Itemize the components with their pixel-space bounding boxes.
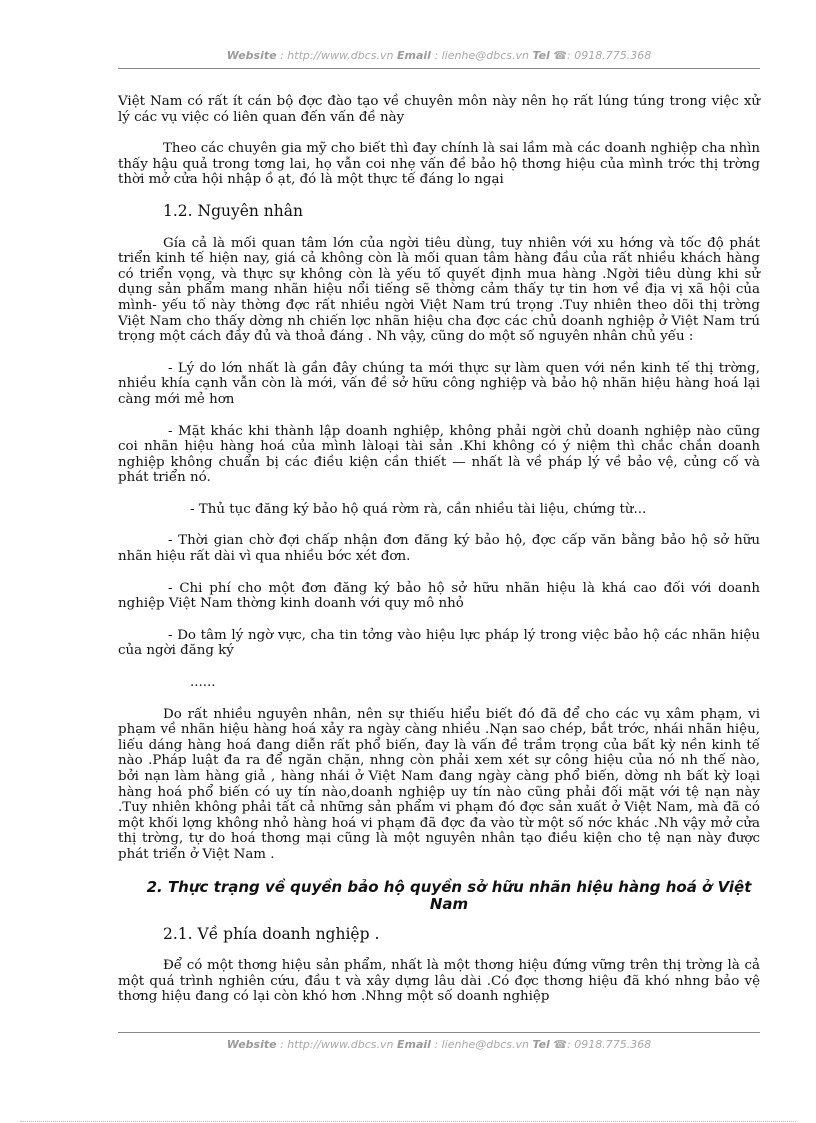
tel-value: : 0918.775.368 <box>567 49 652 62</box>
paragraph-2: Theo các chuyên gia mỹ cho biết thì đay chính là sai lầm mà các doanh nghiệp cha nhìn thấy hậu quả trong tơng lai, họ vẫn coi nhẹ vấn đề bảo hộ thơng hiệu của mình trớc thị trờng thời mở cửa hội nhập ồ ạt, đó là một thực tế đáng lo ngại <box>118 141 760 188</box>
website-label: Website <box>226 49 277 62</box>
document-body <box>118 94 760 1021</box>
bullet-3: - Thủ tục đăng ký bảo hộ quá rờm rà, cần nhiều tài liệu, chứng từ... <box>190 501 647 517</box>
footer-tel-label: Tel <box>532 1038 550 1051</box>
paragraph-1: Việt Nam có rất ít cán bộ đợc đào tạo về chuyên môn này nên họ rất lúng túng trong việc xử lý các vụ việc có liên quan đến vấn đề này <box>118 94 760 125</box>
bullet-6: - Do tâm lý ngờ vực, cha tin tởng vào hiệu lực pháp lý trong việc bảo hộ các nhãn hiệu của ngời đăng ký <box>118 627 760 659</box>
page-footer <box>118 1038 760 1051</box>
email-value: : lienhe@dbcs.vn <box>434 49 529 62</box>
heading-2-1: 2.1. Về phía doanh nghiệp . <box>163 924 380 943</box>
footer-phone-icon: ☎ <box>553 1038 568 1051</box>
bullet-2: - Mặt khác khi thành lập doanh nghiệp, không phải ngời chủ doanh nghiệp nào cũng coi nhãn hiệu hàng hoá của mình làloại tài sản .Khi không có ý niệm thì chắc chắn doanh nghiệp không chuẩn bị các điều kiện cần thiết — nhất là về pháp lý về bảo vệ, củng cố và phát triển nó. <box>118 423 760 486</box>
paragraph-5: Để có một thơng hiệu sản phẩm, nhất là một thơng hiệu đứng vững trên thị trờng là cả một quá trình nghiên cứu, đầu t và xây dựng lâu dài .Có đợc thơng hiệu đã khó nhng bảo vệ thơng hiệu đang có lại còn khó hơn .Nhng một số doanh nghiệp <box>118 958 760 1005</box>
phone-icon: ☎ <box>553 49 568 62</box>
footer-email-value: : lienhe@dbcs.vn <box>434 1038 529 1051</box>
bullet-1: - Lý do lớn nhất là gần đây chúng ta mới thực sự làm quen với nền kinh tế thị trờng, nhiều khía cạnh vẫn còn là mới, vấn đề sở hữu công nghiệp và bảo hộ nhãn hiệu hàng hoá lại càng mới mẻ hơn <box>118 360 760 407</box>
page-bottom-border <box>20 1121 796 1122</box>
header-rule <box>118 68 760 69</box>
footer-email-label: Email <box>397 1038 431 1051</box>
tel-label: Tel <box>532 49 550 62</box>
footer-tel-value: : 0918.775.368 <box>567 1038 652 1051</box>
website-value: : http://www.dbcs.vn <box>280 49 394 62</box>
email-label: Email <box>397 49 431 62</box>
paragraph-3: Gía cả là mối quan tâm lớn của ngời tiêu dùng, tuy nhiên với xu hớng và tốc độ phát triển kinh tế hiện nay, giá cả không còn là mối quan tâm hàng đầu của rất nhiều khách hàng có triển vọng, và thực sự không còn là yếu tố quyết định mua hàng .Ngời tiêu dùng khi sử dụng sản phẩm mang nhãn hiệu nổi tiếng sẽ thờng cảm thấy tự tin hơn về địa vị xã hội của mình- yếu tố này thờng đợc rất nhiều ngời Việt Nam trú trọng .Tuy nhiên theo dõi thị trờng Việt Nam cho thấy dờng nh chiến lợc nhãn hiệu cha đợc các chủ doanh nghiệp ở Việt Nam trú trọng một cách đầy đủ và thoả đáng . Nh vậy, cũng do một số nguyên nhân chủ yếu : <box>118 235 760 345</box>
footer-rule <box>118 1032 760 1033</box>
paragraph-4: Do rất nhiều nguyên nhân, nên sự thiếu hiểu biết đó đã để cho các vụ xâm phạm, vi phạm về nhãn hiệu hàng hoá xảy ra ngày càng nhiều .Nạn sao chép, bắt trớc, nhái nhãn hiệu, liếu dáng hàng hoá đang diễn rất phổ biến, đay là vấn đề trầm trọng của bất kỳ nền kinh tế nào .Pháp luật đa ra để ngăn chặn, nhng còn phải xem xét sự công hiệu của nó nh thế nào, bởi nạn làm hàng giả , hàng nhái ở Việt Nam đang ngày càng phổ biến, dờng nh bất kỳ loại hàng hoá phổ biến có uy tín nào,doanh nghiệp uy tín nào cũng phải đối mặt với tệ nạn này .Tuy nhiên không phải tất cả những sản phẩm vi phạm đó đợc sản xuất ở Việt Nam, mà đã có một khối lợng không nhỏ hàng hoá vi phạm đã đợc đa vào từ một số nớc khác .Nh vậy mở cửa thị trờng, tự do hoá thơng mại cũng là một nguyên nhân tạo điều kiện cho tệ nạn này được phát triển ở Việt Nam . <box>118 706 760 862</box>
bullet-5: - Chi phí cho một đơn đăng ký bảo hộ sở hữu nhãn hiệu là khá cao đối với doanh nghiệp Việt Nam thờng kinh doanh với quy mô nhỏ <box>118 580 760 612</box>
footer-website-label: Website <box>226 1038 277 1051</box>
page-header <box>118 49 760 62</box>
footer-website-value: : http://www.dbcs.vn <box>280 1038 394 1051</box>
heading-2: 2. Thực trạng về quyền bảo hộ quyền sở hữu nhãn hiệu hàng hoá ở Việt Nam <box>146 877 752 913</box>
ellipsis: ...... <box>190 675 216 691</box>
bullet-4: - Thời gian chờ đợi chấp nhận đơn đăng ký bảo hộ, đợc cấp văn bằng bảo hộ sở hữu nhãn hiệu rất dài vì qua nhiều bớc xét đơn. <box>118 533 760 565</box>
heading-1-2: 1.2. Nguyên nhân <box>163 201 303 220</box>
